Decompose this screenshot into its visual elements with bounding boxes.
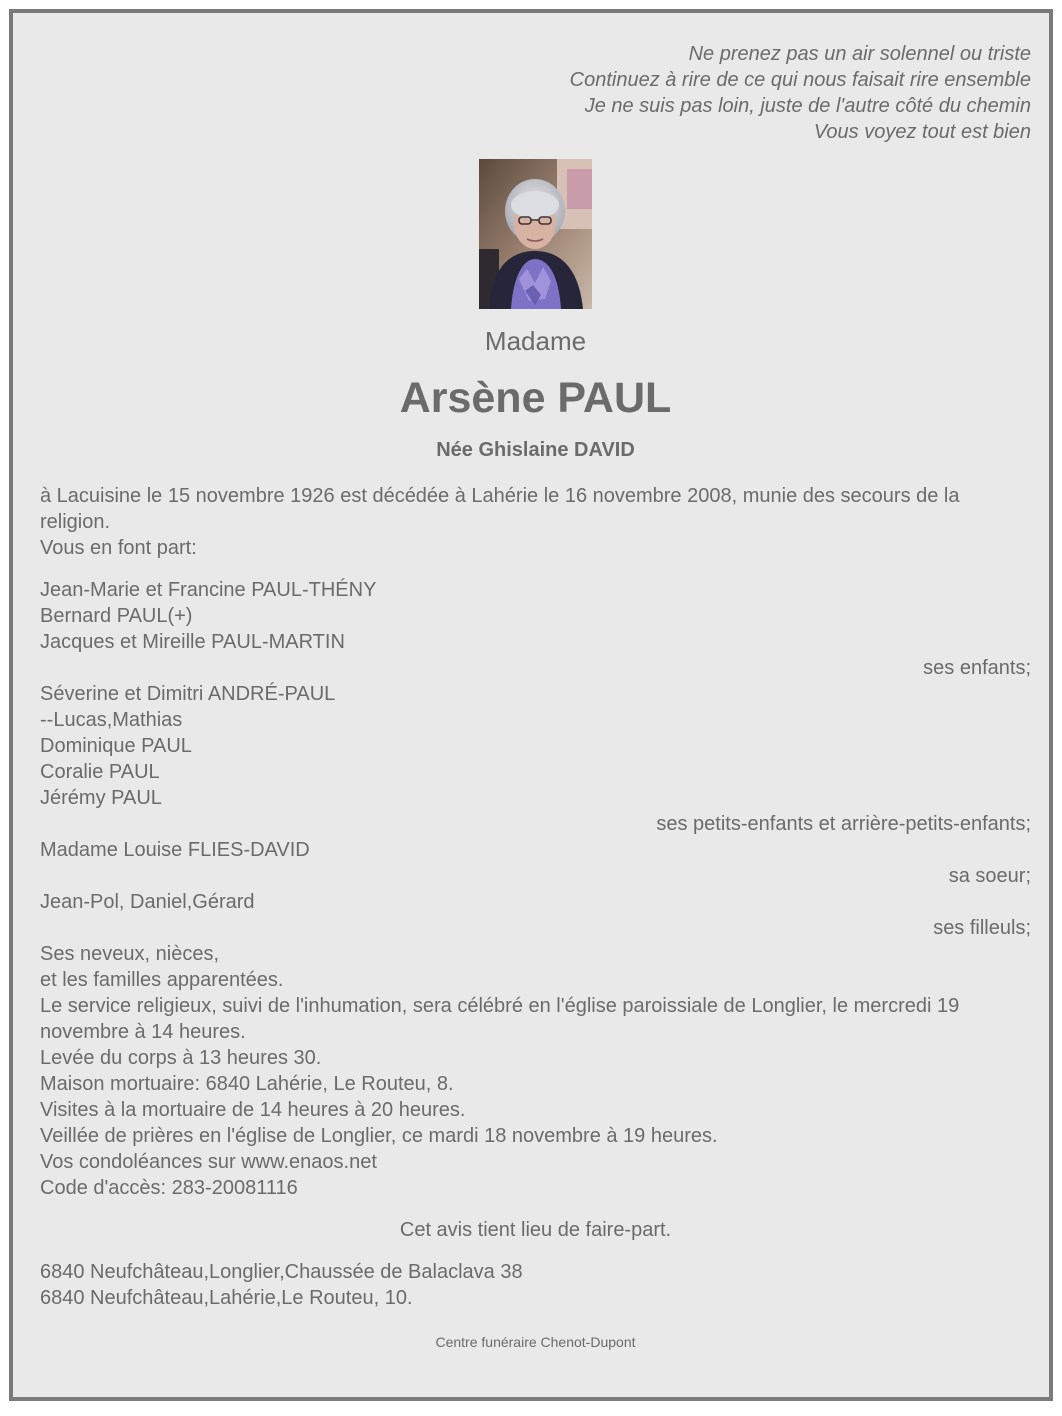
deceased-name: Arsène PAUL: [399, 374, 672, 422]
notice-text: Cet avis tient lieu de faire-part.: [399, 1219, 672, 1241]
family-member: Jacques et Mireille PAUL-MARTIN: [40, 631, 345, 653]
addresses: [40, 1259, 1031, 1311]
family-member: Bernard PAUL(+): [40, 605, 193, 627]
poem: [40, 41, 1031, 145]
family-list: [40, 577, 1031, 1201]
ceremony-line: Visites à la mortuaire de 14 heures à 20 heures.: [40, 1099, 466, 1121]
maiden-name: Née Ghislaine DAVID: [436, 439, 635, 461]
honorific: Madame: [484, 326, 587, 356]
poem-line: Vous voyez tout est bien: [813, 121, 1031, 143]
family-member: Ses neveux, nièces,: [40, 943, 219, 965]
relation-label: ses enfants;: [923, 657, 1031, 679]
family-member: --Lucas,Mathias: [40, 709, 183, 731]
family-member: Jérémy PAUL: [40, 787, 162, 809]
intro-text: [40, 483, 1031, 561]
relation-label: ses petits-enfants et arrière-petits-enfants;: [656, 813, 1031, 835]
family-member: Jean-Pol, Daniel,Gérard: [40, 891, 255, 913]
ceremony-line: Vos condoléances sur www.enaos.net: [40, 1151, 377, 1173]
relation-label: ses filleuls;: [933, 917, 1031, 939]
obituary-content: [40, 41, 1031, 1351]
ceremony-line: Code d'accès: 283-20081116: [40, 1177, 298, 1199]
portrait-photo: [479, 159, 592, 309]
family-member: Dominique PAUL: [40, 735, 192, 757]
poem-line: Continuez à rire de ce qui nous faisait rire ensemble: [569, 69, 1031, 91]
intro-line: Vous en font part:: [40, 537, 197, 559]
obituary-frame: [9, 9, 1053, 1401]
address-line: 6840 Neufchâteau,Longlier,Chaussée de Balaclava 38: [40, 1261, 523, 1283]
family-member: Jean-Marie et Francine PAUL-THÉNY: [40, 579, 377, 601]
ceremony-line: Levée du corps à 13 heures 30.: [40, 1047, 322, 1069]
poem-line: Je ne suis pas loin, juste de l'autre côté du chemin: [584, 95, 1031, 117]
ceremony-line: Maison mortuaire: 6840 Lahérie, Le Routeu, 8.: [40, 1073, 454, 1095]
family-member: et les familles apparentées.: [40, 969, 284, 991]
ceremony-line: Le service religieux, suivi de l'inhumation, sera célébré en l'église paroissiale de Longlier, le mercredi 19 novembre à 14 heures.: [40, 995, 960, 1043]
intro-line: à Lacuisine le 15 novembre 1926 est décédée à Lahérie le 16 novembre 2008, munie des secours de la religion.: [40, 485, 960, 533]
relation-label: sa soeur;: [948, 865, 1031, 887]
photo-container: [40, 159, 1031, 309]
ceremony-line: Veillée de prières en l'église de Longlier, ce mardi 18 novembre à 19 heures.: [40, 1125, 718, 1147]
family-member: Séverine et Dimitri ANDRÉ-PAUL: [40, 683, 336, 705]
funeral-home-credit: Centre funéraire Chenot-Dupont: [435, 1334, 636, 1350]
poem-line: Ne prenez pas un air solennel ou triste: [688, 43, 1031, 65]
family-member: Madame Louise FLIES-DAVID: [40, 839, 310, 861]
address-line: 6840 Neufchâteau,Lahérie,Le Routeu, 10.: [40, 1287, 413, 1309]
family-member: Coralie PAUL: [40, 761, 160, 783]
